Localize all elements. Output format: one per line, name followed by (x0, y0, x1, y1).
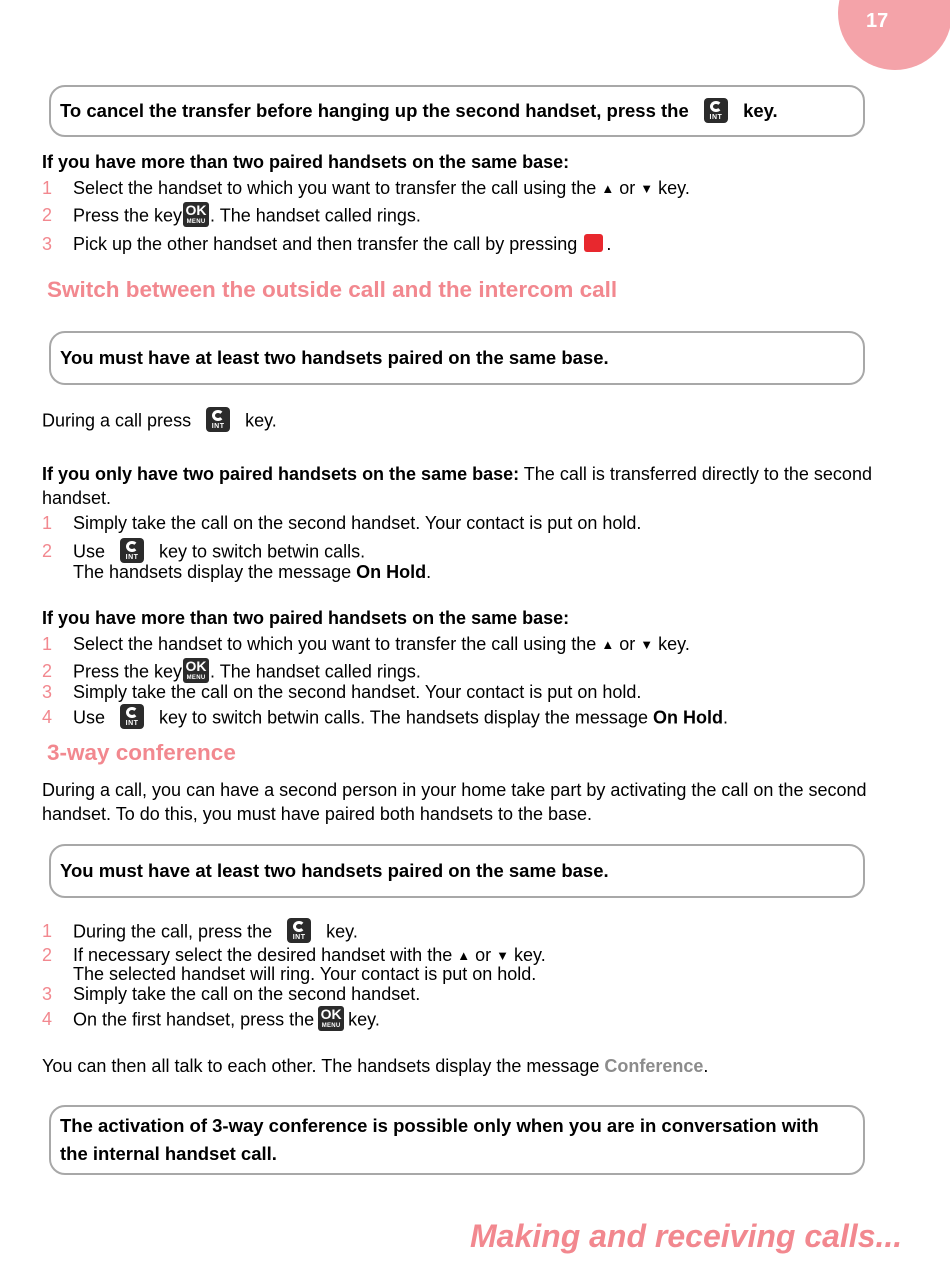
step-text: Select the handset to which you want to transfer the call using the ▲ or ▼ key. (73, 178, 690, 198)
body-paragraph: If you only have two paired handsets on the same base: The call is transferred directly to the second handset. (42, 464, 872, 508)
body-text: You can then all talk to each other. The handsets display the message Conference. (42, 1056, 709, 1076)
step-number: 1 (42, 513, 53, 533)
red-key-icon (584, 234, 603, 252)
step-text: Use INT key to switch betwin calls. The handsets display the message On Hold. (73, 706, 728, 731)
transfer-cancel-note (49, 85, 865, 137)
down-arrow-icon: ▼ (640, 181, 654, 196)
c-int-key-icon: INT (704, 98, 728, 123)
step-number: 1 (42, 634, 53, 654)
step-number: 4 (42, 707, 53, 727)
step-text: Simply take the call on the second handset. Your contact is put on hold. (73, 513, 642, 533)
step-number: 2 (42, 541, 53, 561)
step-text: Press the key OK MENU . The handset called rings. (73, 658, 421, 682)
step-number: 2 (42, 661, 53, 681)
c-int-key-icon: INT (287, 918, 311, 943)
note-text: key. (743, 100, 778, 121)
page-number: 17 (866, 10, 889, 32)
body-text: During a call press INT key. (42, 409, 277, 434)
step-number: 3 (42, 234, 53, 254)
step-text: Simply take the call on the second handset. Your contact is put on hold. (73, 682, 642, 702)
step-text: On the first handset, press the OK MENU key. (73, 1006, 380, 1030)
requirement-note: You must have at least two handsets paired on the same base. (49, 331, 865, 385)
page-number-badge (838, 0, 950, 70)
up-arrow-icon: ▲ (601, 181, 615, 196)
step-text: The handsets display the message On Hold. (73, 562, 432, 582)
c-int-key-icon: INT (120, 538, 144, 563)
c-int-key-icon: INT (206, 407, 230, 432)
step-text: The selected handset will ring. Your contact is put on hold. (73, 964, 537, 984)
step-number: 2 (42, 205, 53, 225)
step-text: During the call, press the INT key. (73, 920, 358, 945)
step-text: Press the key OK MENU . The handset called rings. (73, 202, 421, 226)
down-arrow-icon: ▼ (640, 637, 654, 652)
down-arrow-icon: ▼ (496, 948, 510, 963)
section-heading: Switch between the outside call and the intercom call (47, 277, 618, 302)
up-arrow-icon: ▲ (457, 948, 471, 963)
body-paragraph: During a call, you can have a second person in your home take part by activating the call on the second handset. To do this, you must have paired both handsets to the base. (42, 780, 867, 824)
subheading: If you have more than two paired handsets on the same base: (42, 152, 570, 172)
step-number: 4 (42, 1009, 53, 1029)
step-number: 2 (42, 945, 53, 965)
c-int-key-icon: INT (120, 704, 144, 729)
section-heading: 3-way conference (47, 740, 236, 765)
step-number: 1 (42, 178, 53, 198)
chapter-footer: Making and receiving calls... (470, 1218, 903, 1254)
note-text: To cancel the transfer before hanging up the second handset, press the (60, 100, 689, 121)
subheading: If you have more than two paired handsets on the same base: (42, 608, 570, 628)
step-number: 1 (42, 921, 53, 941)
ok-menu-key-icon: OK MENU (318, 1006, 344, 1031)
step-text: Simply take the call on the second handset. (73, 984, 421, 1004)
step-text: If necessary select the desired handset with the ▲ or ▼ key. (73, 945, 546, 965)
step-text: Pick up the other handset and then transfer the call by pressing . (73, 234, 612, 254)
step-number: 3 (42, 984, 53, 1004)
requirement-note: You must have at least two handsets paired on the same base. (49, 844, 865, 898)
ok-menu-key-icon: OK MENU (183, 202, 209, 227)
step-number: 3 (42, 682, 53, 702)
conference-note: The activation of 3-way conference is possible only when you are in conversation with the internal handset call. (49, 1105, 865, 1175)
step-text: Select the handset to which you want to transfer the call using the ▲ or ▼ key. (73, 634, 690, 654)
ok-menu-key-icon: OK MENU (183, 658, 209, 683)
step-text: Use INT key to switch betwin calls. (73, 540, 365, 565)
up-arrow-icon: ▲ (601, 637, 615, 652)
